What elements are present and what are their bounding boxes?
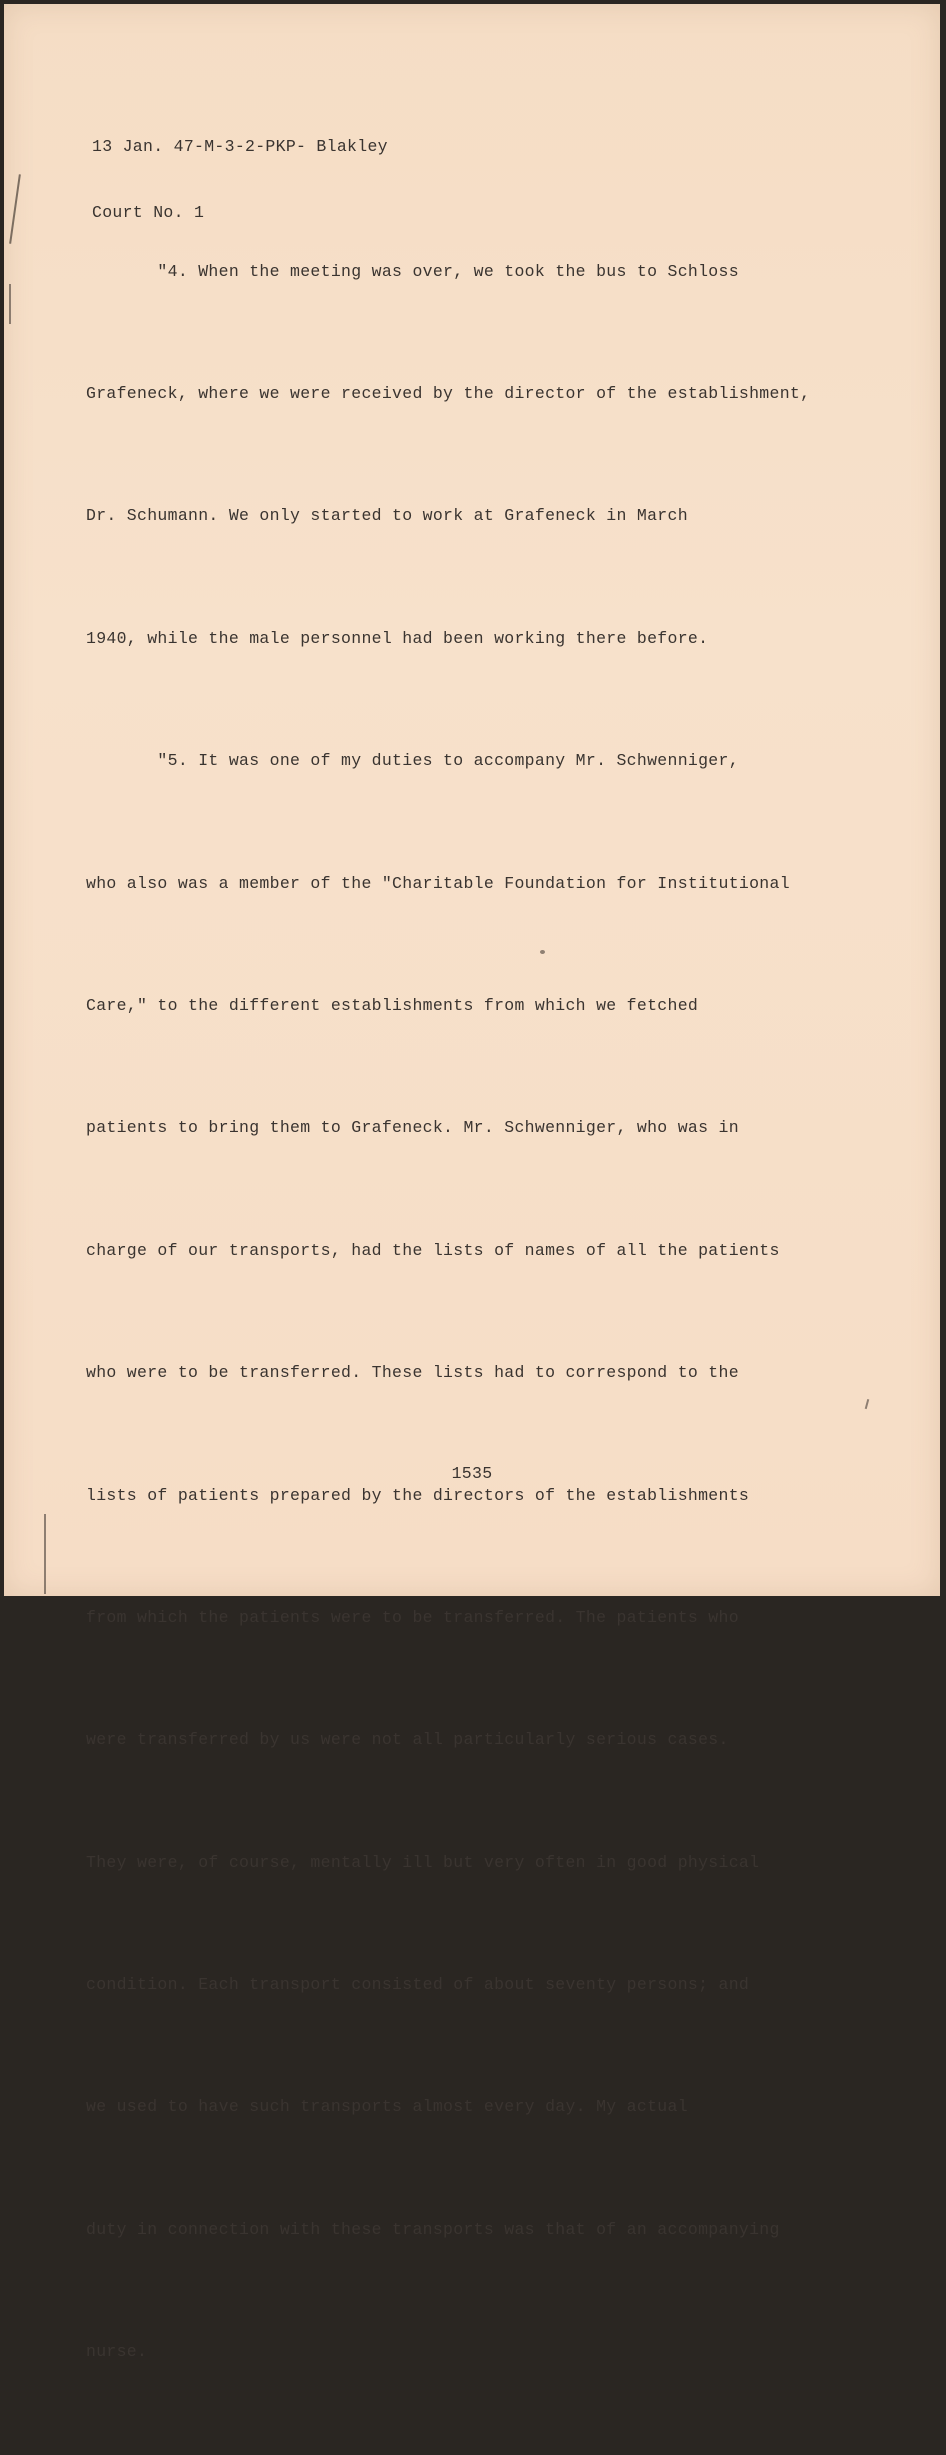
body-line: nurse. — [86, 2342, 148, 2362]
body-line: Care," to the different establishments from which we fetched — [86, 995, 699, 1015]
speck-mark — [540, 950, 545, 954]
speck-mark — [865, 1399, 869, 1409]
body-line: who were to be transferred. These lists had to correspond to the — [86, 1363, 739, 1383]
body-line: "4. When the meeting was over, we took the bus to Schloss — [86, 261, 739, 281]
header-reference-line: 13 Jan. 47-M-3-2-PKP- Blakley — [92, 137, 388, 156]
body-line: from which the patients were to be transferred. The patients who — [86, 1607, 739, 1627]
body-line: patients to bring them to Grafeneck. Mr. Schwenniger, who was in — [86, 1118, 739, 1138]
body-line: who also was a member of the "Charitable Foundation for Institutional — [86, 873, 790, 893]
margin-mark — [44, 1514, 46, 1594]
document-page — [4, 4, 940, 2362]
body-line: were transferred by us were not all particularly serious cases. — [86, 1730, 729, 1750]
body-line: 1940, while the male personnel had been working there before. — [86, 628, 709, 648]
body-line: we used to have such transports almost every day. My actual — [86, 2097, 688, 2117]
body-line: "5. It was one of my duties to accompany Mr. Schwenniger, — [86, 751, 739, 771]
page-number: 1535 — [451, 1464, 493, 1483]
body-line: duty in connection with these transports was that of an accompanying — [86, 2219, 780, 2239]
margin-mark — [9, 284, 11, 324]
body-line: Dr. Schumann. We only started to work at Grafeneck in March — [86, 506, 688, 526]
body-line: charge of our transports, had the lists of names of all the patients — [86, 1240, 780, 1260]
body-line: lists of patients prepared by the directors of the establishments — [86, 1485, 750, 1505]
margin-mark — [9, 174, 20, 244]
body-line: Grafeneck, where we were received by the director of the establishment, — [86, 383, 811, 403]
header-court-line: Court No. 1 — [92, 203, 205, 222]
body-line: They were, of course, mentally ill but very often in good physical — [86, 1852, 760, 1872]
body-line: condition. Each transport consisted of about seventy persons; and — [86, 1975, 750, 1995]
document-body — [86, 170, 810, 2455]
